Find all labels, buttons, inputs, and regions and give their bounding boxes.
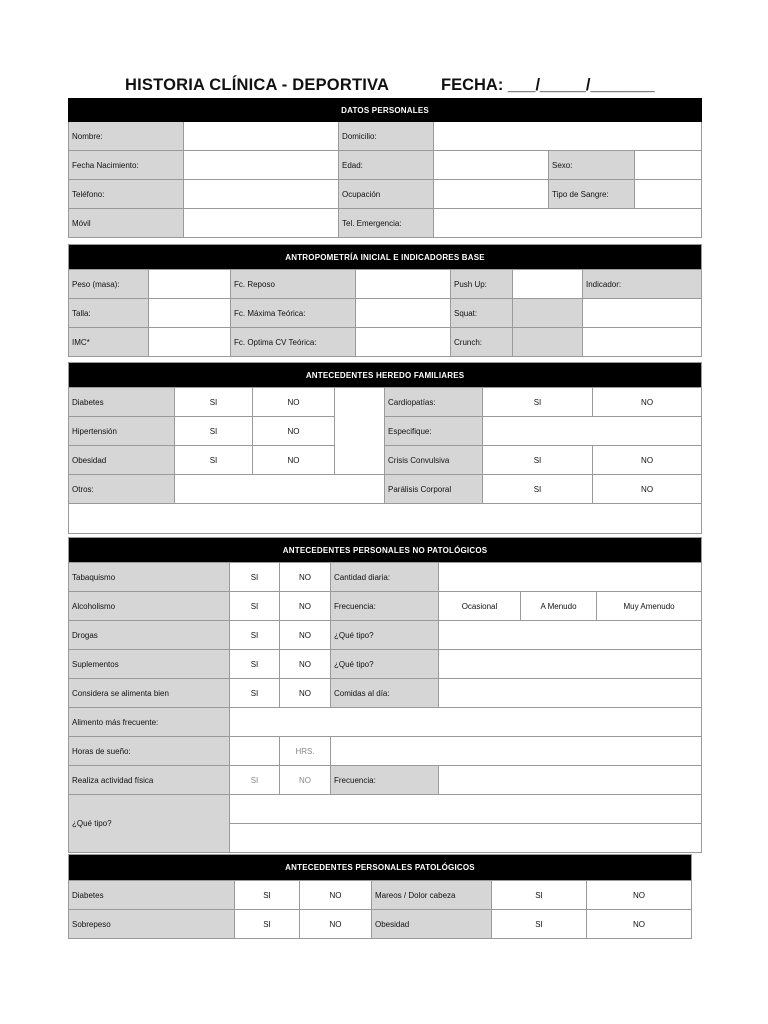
input-tipo-sangre[interactable] [635,180,702,209]
section-patologicos [68,854,691,939]
section-header: DATOS PERSONALES [69,99,702,122]
option-si[interactable]: SI [235,910,300,939]
label-crunch: Crunch: [451,328,513,357]
section-header: ANTECEDENTES PERSONALES PATOLÓGICOS [69,855,692,881]
label-tel-emergencia: Tel. Emergencia: [339,209,434,238]
label-suplementos: Suplementos [69,650,230,679]
option-no[interactable]: NO [593,446,702,475]
option-no[interactable]: NO [300,881,372,910]
label-paralisis: Parálisis Corporal [385,475,483,504]
option-no[interactable]: NO [593,388,702,417]
label-obesidad: Obesidad [69,446,175,475]
label-alimenta-bien: Considera se alimenta bien [69,679,230,708]
label-cardiopatias: Cardiopatías: [385,388,483,417]
section-header: ANTROPOMETRÍA INICIAL E INDICADORES BASE [69,245,702,270]
input-tel-emergencia[interactable] [434,209,702,238]
option-si[interactable]: SI [483,475,593,504]
input-horas-sueno[interactable] [230,737,280,766]
label-mareos: Mareos / Dolor cabeza [372,881,492,910]
option-si[interactable]: SI [230,621,280,650]
spacer [335,388,385,475]
input-movil[interactable] [184,209,339,238]
label-nombre: Nombre: [69,122,184,151]
input-cantidad[interactable] [439,563,702,592]
input-especifique[interactable] [483,417,702,446]
form-title: HISTORIA CLÍNICA - DEPORTIVA [125,76,390,94]
label-movil: Móvil [69,209,184,238]
option-si[interactable]: SI [230,766,280,795]
option-si[interactable]: SI [230,650,280,679]
section-datos-personales [68,98,701,238]
input-fecha-nacimiento[interactable] [184,151,339,180]
option-si[interactable]: SI [235,881,300,910]
option-no[interactable]: NO [280,766,331,795]
option-muy-a-menudo[interactable]: Muy Amenudo [597,592,702,621]
option-no[interactable]: NO [280,621,331,650]
option-no[interactable]: NO [280,563,331,592]
label-que-tipo: ¿Qué tipo? [331,621,439,650]
label-sexo: Sexo: [549,151,635,180]
option-si[interactable]: SI [483,446,593,475]
input-indicador-2[interactable] [583,328,702,357]
label-especifique: Especifique: [385,417,483,446]
label-obesidad: Obesidad [372,910,492,939]
label-frecuencia: Frecuencia: [331,766,439,795]
label-actividad: Realiza actividad física [69,766,230,795]
label-que-tipo: ¿Qué tipo? [331,650,439,679]
option-si[interactable]: SI [175,388,253,417]
input-telefono[interactable] [184,180,339,209]
option-no[interactable]: NO [587,910,692,939]
label-fc-maxima: Fc. Máxima Teórica: [231,299,356,328]
input-edad[interactable] [434,151,549,180]
option-si[interactable]: SI [175,417,253,446]
option-no[interactable]: NO [280,650,331,679]
date-field[interactable]: FECHA: ___/_____/_______ [441,76,655,94]
section-header: ANTECEDENTES PERSONALES NO PATOLÓGICOS [69,538,702,563]
option-si[interactable]: SI [230,592,280,621]
option-no[interactable]: NO [300,910,372,939]
input-otros[interactable] [175,475,385,504]
input-nombre[interactable] [184,122,339,151]
input-domicilio[interactable] [434,122,702,151]
input-suplementos-tipo[interactable] [439,650,702,679]
option-si[interactable]: SI [230,679,280,708]
option-no[interactable]: NO [253,417,335,446]
option-a-menudo[interactable]: A Menudo [521,592,597,621]
label-indicador: Indicador: [583,270,702,299]
label-que-tipo-actividad: ¿Qué tipo? [69,795,230,853]
label-fecha-nacimiento: Fecha Nacimiento: [69,151,184,180]
input-fc-reposo[interactable] [356,270,451,299]
label-sobrepeso: Sobrepeso [69,910,235,939]
option-no[interactable]: NO [280,592,331,621]
input-peso[interactable] [149,270,231,299]
option-si[interactable]: SI [492,881,587,910]
label-squat: Squat: [451,299,513,328]
option-no[interactable]: NO [593,475,702,504]
option-no[interactable]: NO [253,446,335,475]
label-otros: Otros: [69,475,175,504]
label-peso: Peso (masa): [69,270,149,299]
label-talla: Talla: [69,299,149,328]
label-frecuencia: Frecuencia: [331,592,439,621]
label-horas-sueno: Horas de sueño: [69,737,230,766]
label-ocupacion: Ocupación [339,180,434,209]
input-comidas[interactable] [439,679,702,708]
input-fc-maxima[interactable] [356,299,451,328]
label-imc: IMC* [69,328,149,357]
input-push-up[interactable] [513,270,583,299]
input-sueno-extra[interactable] [331,737,702,766]
label-edad: Edad: [339,151,434,180]
label-comidas: Comidas al día: [331,679,439,708]
input-crunch[interactable] [513,328,583,357]
input-drogas-tipo[interactable] [439,621,702,650]
label-hrs: HRS. [280,737,331,766]
input-actividad-tipo-2[interactable] [230,824,702,853]
label-crisis: Crisis Convulsiva [385,446,483,475]
label-diabetes: Diabetes [69,881,235,910]
label-diabetes: Diabetes [69,388,175,417]
label-alcoholismo: Alcoholismo [69,592,230,621]
input-talla[interactable] [149,299,231,328]
input-actividad-frecuencia[interactable] [439,766,702,795]
option-no[interactable]: NO [280,679,331,708]
option-si[interactable]: SI [175,446,253,475]
option-si[interactable]: SI [483,388,593,417]
label-tipo-sangre: Tipo de Sangre: [549,180,635,209]
label-hipertension: Hipertensión [69,417,175,446]
input-actividad-tipo-1[interactable] [230,795,702,824]
option-si[interactable]: SI [492,910,587,939]
option-ocasional[interactable]: Ocasional [439,592,521,621]
input-ocupacion[interactable] [434,180,549,209]
input-indicador-1[interactable] [583,299,702,328]
input-alimento[interactable] [230,708,702,737]
option-no[interactable]: NO [253,388,335,417]
label-fc-reposo: Fc. Reposo [231,270,356,299]
section-antropometria [68,244,701,357]
section-no-patologicos [68,537,701,853]
label-cantidad: Cantidad diaria: [331,563,439,592]
label-fc-optima: Fc. Optima CV Teórica: [231,328,356,357]
label-tabaquismo: Tabaquismo [69,563,230,592]
label-telefono: Teléfono: [69,180,184,209]
label-domicilio: Domicilio: [339,122,434,151]
option-si[interactable]: SI [230,563,280,592]
input-otros-extra[interactable] [69,504,702,534]
input-sexo[interactable] [635,151,702,180]
input-imc[interactable] [149,328,231,357]
label-drogas: Drogas [69,621,230,650]
input-fc-optima[interactable] [356,328,451,357]
section-heredo-familiares [68,362,701,534]
label-alimento: Alimento más frecuente: [69,708,230,737]
label-push-up: Push Up: [451,270,513,299]
input-squat[interactable] [513,299,583,328]
section-header: ANTECEDENTES HEREDO FAMILIARES [69,363,702,388]
option-no[interactable]: NO [587,881,692,910]
